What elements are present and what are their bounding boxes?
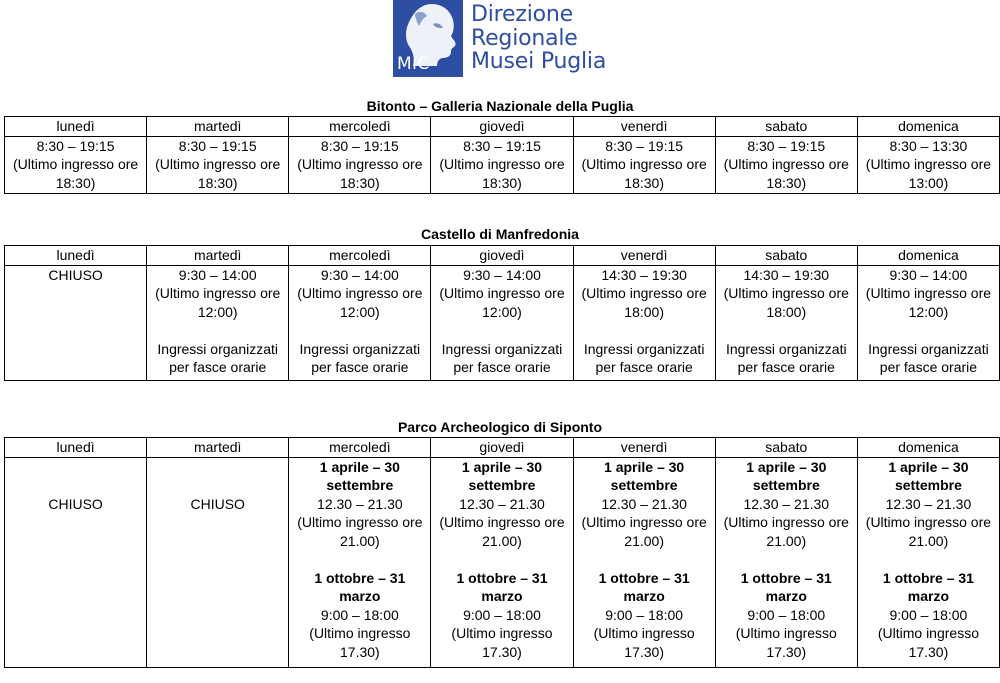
note-text: 18:00) — [766, 303, 807, 320]
logo-mark — [393, 0, 463, 77]
table-header-row — [5, 438, 1000, 458]
schedule-cell — [289, 265, 431, 380]
note-text: 13:00) — [908, 174, 949, 191]
closed-text: CHIUSO — [48, 495, 103, 512]
hours-text: 8:30 – 13:30 — [889, 137, 968, 154]
day-header: sabato — [715, 246, 857, 266]
period-label: 1 aprile – 30 — [888, 458, 969, 475]
note-text: (Ultimo ingresso ore — [581, 156, 707, 172]
schedule-cell — [289, 457, 431, 667]
day-header: martedì — [147, 117, 289, 137]
hours-text: 14:30 – 19:30 — [743, 266, 830, 283]
hours-text: 9:30 – 14:00 — [178, 266, 257, 283]
note-text: (Ultimo ingresso — [877, 625, 979, 641]
day-header: domenica — [857, 438, 999, 458]
schedule-cell — [431, 457, 573, 667]
day-header: lunedì — [5, 438, 147, 458]
extra-text: Ingressi organizzati — [868, 340, 989, 357]
period-label: settembre — [610, 477, 678, 493]
day-header: lunedì — [5, 117, 147, 137]
day-header: sabato — [715, 438, 857, 458]
note-text: 18:30) — [340, 174, 380, 191]
hours-text: 12.30 – 21.30 — [317, 495, 403, 512]
schedule-cell — [5, 265, 147, 380]
bitonto-table — [4, 116, 1000, 194]
note-text: (Ultimo ingresso — [451, 625, 553, 641]
day-header: giovedì — [431, 438, 573, 458]
table-row — [5, 136, 1000, 193]
day-header: venerdì — [573, 117, 715, 137]
note-text: (Ultimo ingresso ore — [723, 285, 849, 301]
note-text: 18:30) — [766, 174, 807, 191]
closed-text: CHIUSO — [190, 495, 245, 512]
hours-text: 12.30 – 21.30 — [459, 495, 545, 512]
schedule-cell — [147, 265, 289, 380]
logo — [393, 0, 606, 77]
closed-text: CHIUSO — [48, 266, 103, 283]
hours-text: 9:00 – 18:00 — [747, 606, 826, 623]
schedule-cell — [5, 136, 147, 193]
note-text: (Ultimo ingresso — [735, 625, 837, 641]
day-header: mercoledì — [289, 438, 431, 458]
manfredonia-table — [4, 245, 1000, 381]
schedule-cell — [857, 265, 999, 380]
note-text: (Ultimo ingresso ore — [723, 156, 849, 172]
schedule-cell — [431, 265, 573, 380]
period-label: marzo — [623, 588, 665, 604]
note-text: 21.00) — [624, 532, 664, 549]
note-text: (Ultimo ingresso — [593, 625, 695, 641]
schedule-cell — [715, 457, 857, 667]
day-header: lunedì — [5, 246, 147, 266]
day-header: giovedì — [431, 246, 573, 266]
schedule-cell — [289, 136, 431, 193]
period-label: settembre — [468, 477, 536, 493]
hours-text: 8:30 – 19:15 — [320, 137, 399, 154]
schedule-cell — [573, 457, 715, 667]
note-text: 17.30) — [340, 643, 380, 660]
note-text: (Ultimo ingresso ore — [439, 514, 565, 530]
hours-text: 9:30 – 14:00 — [889, 266, 968, 283]
period-label: 1 aprile – 30 — [319, 458, 400, 475]
day-header: venerdì — [573, 438, 715, 458]
extra-text: per fasce orarie — [169, 359, 267, 375]
note-text: (Ultimo ingresso ore — [865, 156, 992, 172]
note-text: (Ultimo ingresso ore — [12, 156, 139, 172]
note-text: (Ultimo ingresso ore — [439, 156, 565, 172]
day-header: martedì — [147, 438, 289, 458]
bitonto-title: Bitonto – Galleria Nazionale della Puglia — [366, 98, 634, 114]
note-text: (Ultimo ingresso ore — [865, 514, 992, 530]
logo-line-2: Regionale — [471, 25, 578, 51]
extra-text: per fasce orarie — [311, 359, 409, 375]
period-label: marzo — [481, 588, 523, 604]
period-label: 1 aprile – 30 — [461, 458, 543, 475]
note-text: 18:30) — [197, 174, 238, 191]
note-text: 18:30) — [482, 174, 522, 191]
period-label: settembre — [326, 477, 394, 493]
schedule-cell — [5, 457, 147, 667]
schedule-cell — [147, 136, 289, 193]
logo-line-3: Musei Puglia — [471, 49, 607, 74]
note-text: (Ultimo ingresso — [309, 625, 411, 641]
extra-text: Ingressi organizzati — [441, 340, 563, 357]
logo-text — [471, 0, 606, 74]
period-label: 1 ottobre – 31 — [740, 569, 832, 586]
period-label: 1 ottobre – 31 — [456, 569, 548, 586]
schedule-cell — [857, 136, 999, 193]
extra-text: per fasce orarie — [879, 359, 978, 375]
schedule-cell — [715, 136, 857, 193]
hours-text: 14:30 – 19:30 — [601, 266, 687, 283]
extra-text: per fasce orarie — [595, 359, 693, 375]
table-header-row — [5, 117, 1000, 137]
day-header: martedì — [147, 246, 289, 266]
hours-text: 8:30 – 19:15 — [178, 137, 257, 154]
schedule-cell — [573, 136, 715, 193]
period-label: 1 ottobre – 31 — [882, 569, 974, 586]
note-text: 17.30) — [482, 643, 522, 660]
extra-text: Ingressi organizzati — [299, 340, 421, 357]
day-header: sabato — [715, 117, 857, 137]
logo-line-1: Direzione — [471, 2, 573, 27]
hours-text: 8:30 – 19:15 — [747, 137, 826, 154]
note-text: (Ultimo ingresso ore — [297, 156, 423, 172]
manfredonia-title: Castello di Manfredonia — [421, 226, 579, 242]
schedule-cell — [573, 265, 715, 380]
period-label: marzo — [907, 588, 950, 604]
hours-text: 9:00 – 18:00 — [463, 606, 541, 623]
hours-text: 12.30 – 21.30 — [743, 495, 830, 512]
period-label: 1 aprile – 30 — [746, 458, 827, 475]
note-text: 12:00) — [340, 303, 380, 320]
note-text: 21.00) — [908, 532, 949, 549]
note-text: (Ultimo ingresso ore — [155, 285, 281, 301]
extra-text: Ingressi organizzati — [725, 340, 847, 357]
period-label: settembre — [894, 477, 962, 493]
period-label: 1 aprile – 30 — [604, 458, 685, 475]
note-text: (Ultimo ingresso ore — [581, 514, 707, 530]
day-header: giovedì — [431, 117, 573, 137]
note-text: 17.30) — [908, 643, 949, 660]
hours-text: 12.30 – 21.30 — [601, 495, 687, 512]
siponto-title: Parco Archeologico di Siponto — [397, 419, 603, 435]
day-header: mercoledì — [289, 117, 431, 137]
hours-text: 12.30 – 21.30 — [885, 495, 972, 512]
day-header: venerdì — [573, 246, 715, 266]
note-text: (Ultimo ingresso ore — [723, 514, 849, 530]
note-text: 21.00) — [766, 532, 807, 549]
extra-text: Ingressi organizzati — [157, 340, 279, 357]
hours-text: 8:30 – 19:15 — [36, 137, 115, 154]
note-text: (Ultimo ingresso ore — [297, 285, 423, 301]
note-text: 21.00) — [482, 532, 522, 549]
note-text: 12:00) — [908, 303, 949, 320]
schedule-cell — [147, 457, 289, 667]
note-text: 17.30) — [766, 643, 807, 660]
day-header: domenica — [857, 117, 999, 137]
table-header-row — [5, 246, 1000, 266]
hours-text: 9:00 – 18:00 — [320, 606, 399, 623]
schedule-cell — [431, 136, 573, 193]
day-header: mercoledì — [289, 246, 431, 266]
period-label: 1 ottobre – 31 — [314, 569, 406, 586]
note-text: 18:30) — [624, 174, 664, 191]
note-text: 12:00) — [197, 303, 238, 320]
note-text: (Ultimo ingresso ore — [155, 156, 281, 172]
hours-text: 9:00 – 18:00 — [605, 606, 684, 623]
note-text: 17.30) — [624, 643, 664, 660]
schedule-cell — [715, 265, 857, 380]
table-row — [5, 457, 1000, 667]
period-label: marzo — [339, 588, 381, 604]
hours-text: 9:00 – 18:00 — [889, 606, 968, 623]
note-text: (Ultimo ingresso ore — [865, 285, 992, 301]
day-header: domenica — [857, 246, 999, 266]
hours-text: 9:30 – 14:00 — [320, 266, 399, 283]
logo-mark-text: MiC — [397, 54, 430, 74]
hours-text: 8:30 – 19:15 — [605, 137, 684, 154]
note-text: 18:30) — [55, 174, 96, 191]
table-row — [5, 265, 1000, 380]
extra-text: per fasce orarie — [453, 359, 551, 375]
extra-text: Ingressi organizzati — [583, 340, 705, 357]
period-label: 1 ottobre – 31 — [598, 569, 690, 586]
schedule-cell — [857, 457, 999, 667]
extra-text: per fasce orarie — [737, 359, 835, 375]
siponto-table — [4, 437, 1000, 668]
note-text: (Ultimo ingresso ore — [297, 514, 423, 530]
note-text: (Ultimo ingresso ore — [439, 285, 565, 301]
note-text: 18:00) — [624, 303, 664, 320]
note-text: 21.00) — [340, 532, 380, 549]
period-label: marzo — [765, 588, 807, 604]
hours-text: 8:30 – 19:15 — [463, 137, 541, 154]
period-label: settembre — [752, 477, 820, 493]
note-text: 12:00) — [482, 303, 522, 320]
note-text: (Ultimo ingresso ore — [581, 285, 707, 301]
hours-text: 9:30 – 14:00 — [463, 266, 541, 283]
